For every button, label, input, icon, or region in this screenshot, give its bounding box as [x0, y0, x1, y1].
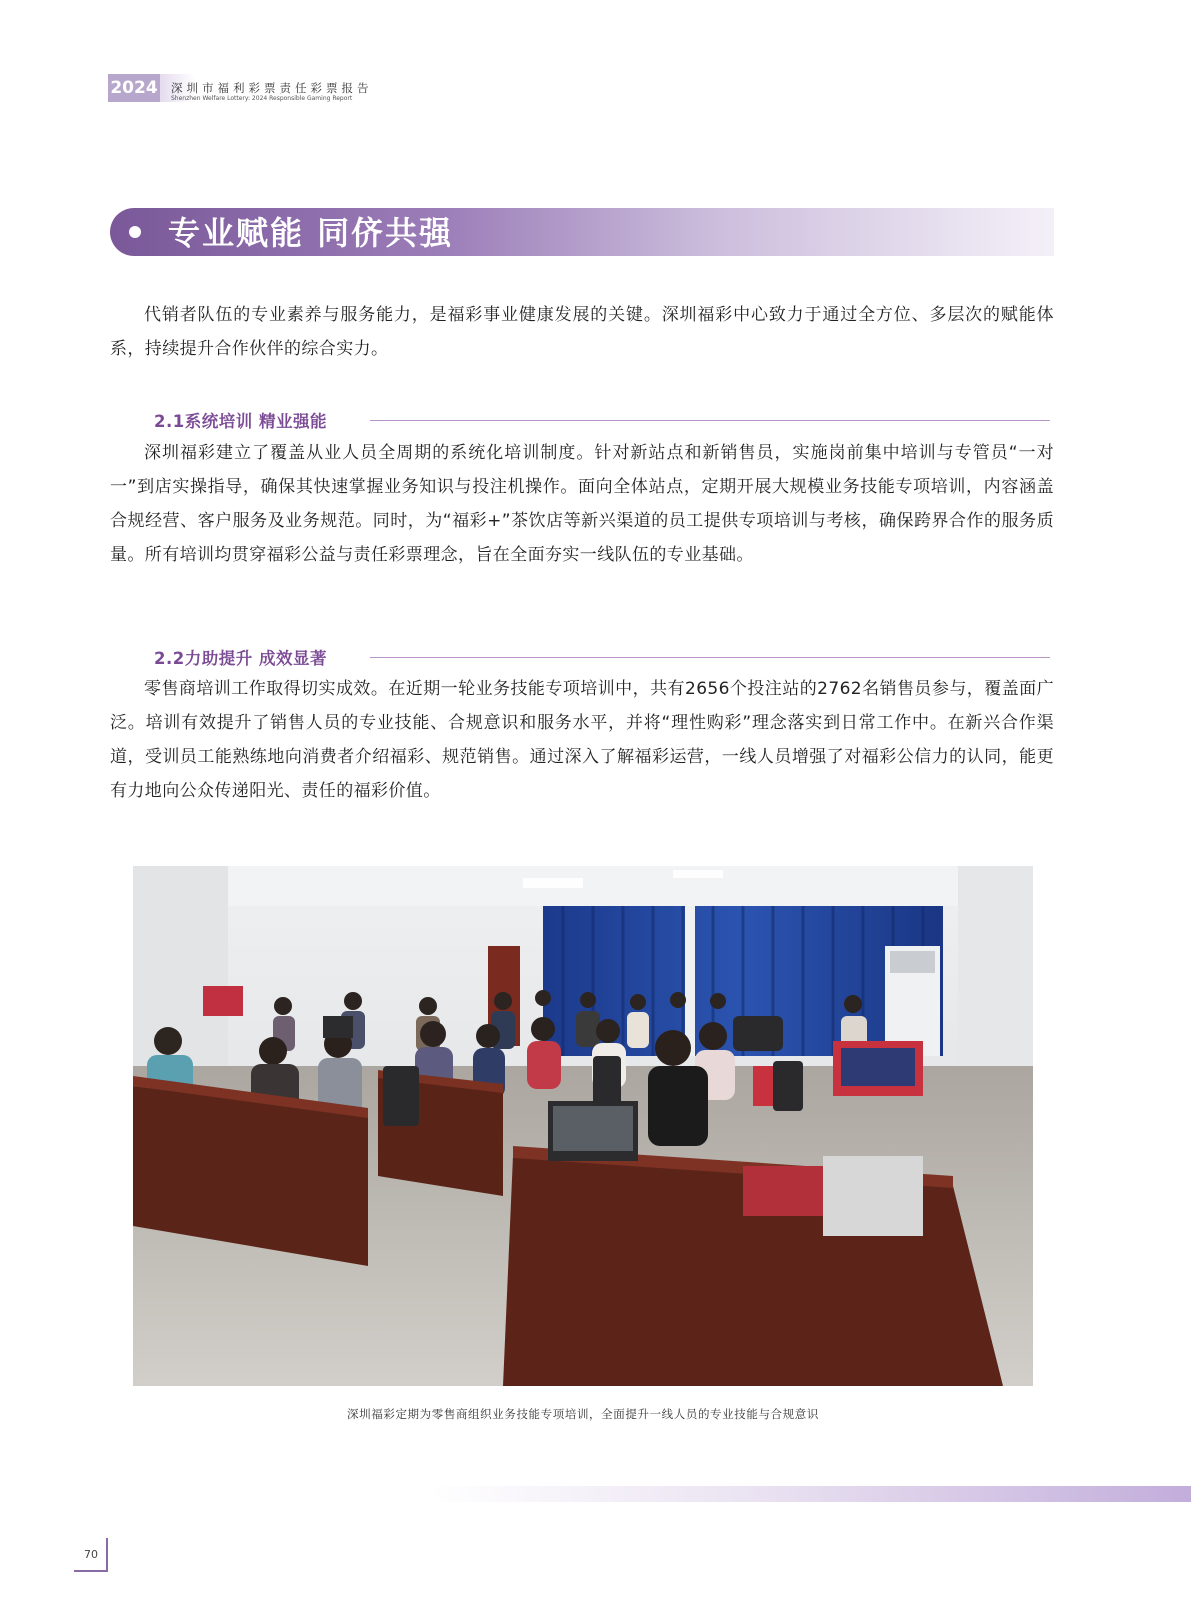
subsection-rule-2-1 — [370, 420, 1050, 421]
bullet-dot-icon — [129, 226, 141, 238]
page-number: 70 — [84, 1548, 98, 1561]
report-year-badge: 2024 — [108, 74, 160, 102]
report-title: 深圳市福利彩票责任彩票报告 — [171, 81, 373, 95]
intro-paragraph: 代销者队伍的专业素养与服务能力，是福彩事业健康发展的关键。深圳福彩中心致力于通过全方位、多层次的赋能体系，持续提升合作伙伴的综合实力。 — [110, 305, 1054, 359]
subsection-heading-2-2: 2.2力助提升 成效显著 — [154, 649, 327, 668]
footer-band — [430, 1486, 1191, 1502]
report-subtitle: Shenzhen Welfare Lottery: 2024 Responsible Gaming Report — [171, 95, 353, 102]
subsection-heading-2-1: 2.1系统培训 精业强能 — [154, 412, 327, 431]
training-photo — [133, 866, 1033, 1386]
subsection-body-2-2: 零售商培训工作取得切实成效。在近期一轮业务技能专项培训中，共有2656个投注站的2762名销售员参与，覆盖面广泛。培训有效提升了销售人员的专业技能、合规意识和服务水平，并将“理性购彩”理念落实到日常工作中。在新兴合作渠道，受训员工能熟练地向消费者介绍福彩、规范销售。通过深入了解福彩运营，一线人员增强了对福彩公信力的认同，能更有力地向公众传递阳光、责任的福彩价值。 — [110, 679, 1054, 801]
section-title: 专业赋能 同侪共强 — [168, 214, 454, 252]
subsection-body-2-1: 深圳福彩建立了覆盖从业人员全周期的系统化培训制度。针对新站点和新销售员，实施岗前集中培训与专管员“一对一”到店实操指导，确保其快速掌握业务知识与投注机操作。面向全体站点，定期开展大规模业务技能专项培训，内容涵盖合规经营、客户服务及业务规范。同时，为“福彩+”茶饮店等新兴渠道的员工提供专项培训与考核，确保跨界合作的服务质量。所有培训均贯穿福彩公益与责任彩票理念，旨在全面夯实一线队伍的专业基础。 — [110, 443, 1054, 565]
subsection-rule-2-2 — [370, 657, 1050, 658]
photo-caption: 深圳福彩定期为零售商组织业务技能专项培训，全面提升一线人员的专业技能与合规意识 — [347, 1407, 819, 1421]
